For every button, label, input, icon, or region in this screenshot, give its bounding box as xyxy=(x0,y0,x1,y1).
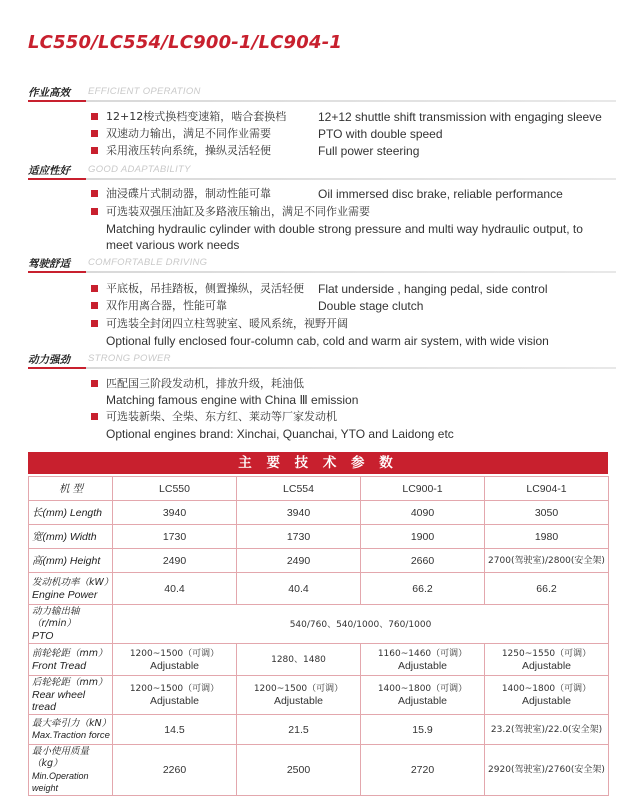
section-header-power xyxy=(28,352,616,368)
cell-text: 1400~1800（可调） xyxy=(501,684,592,694)
cell-text: Adjustable xyxy=(149,659,200,672)
row-label: 高(mm) Height xyxy=(29,549,113,573)
cell xyxy=(237,676,361,715)
bullet-square-icon xyxy=(91,113,98,120)
section-title-zh: 驾驶舒适 xyxy=(28,258,70,270)
spec-table xyxy=(28,476,609,796)
feature-zh: 匹配国三阶段发动机，排放升级，耗油低 xyxy=(106,377,304,390)
cell-text: Adjustable xyxy=(273,695,324,707)
row-label xyxy=(29,605,113,644)
table-row-width xyxy=(29,525,609,549)
cell-text: 2920(驾驶室)/2760(安全架) xyxy=(488,765,605,775)
cell: 2660 xyxy=(361,549,485,573)
cell: 66.2 xyxy=(485,573,609,605)
cell-text: 2700(驾驶室)/2800(安全架) xyxy=(488,555,605,566)
cell: 1900 xyxy=(361,525,485,549)
cell-text: Adjustable xyxy=(149,695,200,707)
cell xyxy=(113,644,237,676)
table-row-pto xyxy=(29,605,609,644)
cell xyxy=(113,676,237,715)
section-rule xyxy=(28,367,616,369)
feature-en: 12+12 shuttle shift transmission with engaging sleeve xyxy=(318,110,602,124)
bullet-square-icon xyxy=(91,413,98,420)
table-row-front-tread xyxy=(29,644,609,676)
feature-en: Double stage clutch xyxy=(318,299,424,313)
header-model: LC554 xyxy=(237,477,361,501)
table-row-height xyxy=(29,549,609,573)
table-row-weight xyxy=(29,745,609,796)
cell xyxy=(485,745,609,796)
row-label-en: Front Tread xyxy=(32,659,87,672)
section-title-en: EFFICIENT OPERATION xyxy=(88,86,201,97)
cell: 1730 xyxy=(113,525,237,549)
cell-text: Adjustable xyxy=(397,695,448,707)
cell: 14.5 xyxy=(113,715,237,745)
section-rule xyxy=(28,100,616,102)
feature-zh: 可选装全封闭四立柱驾驶室、暖风系统，视野开阔 xyxy=(106,317,348,330)
feature-zh: 采用液压转向系统，操纵灵活轻便 xyxy=(106,144,271,157)
header-label: 机 型 xyxy=(29,477,113,501)
spec-banner: 主 要 技 术 参 数 xyxy=(28,452,608,474)
cell xyxy=(237,644,361,676)
section-title-zh: 适应性好 xyxy=(28,165,70,177)
row-label: 长(mm) Length xyxy=(29,501,113,525)
section-title-zh: 作业高效 xyxy=(28,87,70,99)
cell xyxy=(485,715,609,745)
row-label-zh: 动力输出轴（r/min） xyxy=(32,606,80,629)
cell-text: 23.2(驾驶室)/22.0(安全架) xyxy=(490,724,603,735)
feature-en: Full power steering xyxy=(318,144,420,158)
bullet-square-icon xyxy=(91,130,98,137)
row-label xyxy=(29,573,113,605)
table-row-power xyxy=(29,573,609,605)
bullet-square-icon xyxy=(91,147,98,154)
cell xyxy=(361,676,485,715)
header-model: LC900-1 xyxy=(361,477,485,501)
cell: 1730 xyxy=(237,525,361,549)
cell: 3940 xyxy=(237,501,361,525)
cell: 1980 xyxy=(485,525,609,549)
feature-en-continued: meet various work needs xyxy=(106,238,240,252)
cell-text: Adjustable xyxy=(521,659,572,672)
bullet-square-icon xyxy=(91,190,98,197)
cell-text: Adjustable xyxy=(521,695,572,707)
section-rule xyxy=(28,178,616,180)
cell-text: 1160~1460（可调） xyxy=(377,648,468,659)
feature-en: Flat underside , hanging pedal, side control xyxy=(318,282,548,296)
cell xyxy=(485,549,609,573)
cell xyxy=(485,644,609,676)
feature-zh: 12+12梭式换档变速箱，啮合套换档 xyxy=(106,110,287,123)
feature-en: Optional engines brand: Xinchai, Quanchai, YTO and Laidong etc xyxy=(106,427,454,441)
feature-zh: 可选装新柴、全柴、东方红、莱动等厂家发动机 xyxy=(106,410,337,423)
row-label-en: PTO xyxy=(32,630,54,642)
feature-zh: 平底板，吊挂踏板，侧置操纵，灵活轻便 xyxy=(106,282,304,295)
section-title-zh: 动力强劲 xyxy=(28,354,70,366)
feature-en: Optional fully enclosed four-column cab, cold and warm air system, with wide vision xyxy=(106,334,549,348)
cell-text: 1200~1500（可调） xyxy=(129,684,220,694)
feature-en: PTO with double speed xyxy=(318,127,443,141)
feature-en: Matching famous engine with China Ⅲ emission xyxy=(106,393,359,407)
page-title: LC550/LC554/LC900-1/LC904-1 xyxy=(28,32,343,53)
cell-text: 1400~1800（可调） xyxy=(377,684,468,694)
cell: 2500 xyxy=(237,745,361,796)
table-row-rear-tread xyxy=(29,676,609,715)
bullet-square-icon xyxy=(91,380,98,387)
cell: 2720 xyxy=(361,745,485,796)
cell-text: 1250~1550（可调） xyxy=(501,648,592,659)
row-label-en: Engine Power xyxy=(32,588,98,601)
header-model: LC904-1 xyxy=(485,477,609,501)
section-title-en: GOOD ADAPTABILITY xyxy=(88,164,191,175)
feature-en: Oil immersed disc brake, reliable performance xyxy=(318,187,563,201)
section-header-comfort xyxy=(28,256,616,272)
header-model: LC550 xyxy=(113,477,237,501)
row-label: 宽(mm) Width xyxy=(29,525,113,549)
section-title-en: STRONG POWER xyxy=(88,353,171,364)
section-rule xyxy=(28,271,616,273)
row-label-zh: 最小使用质量（kg） xyxy=(32,746,90,769)
bullet-square-icon xyxy=(91,320,98,327)
section-title-en: COMFORTABLE DRIVING xyxy=(88,257,208,268)
feature-zh: 油浸碟片式制动器，制动性能可靠 xyxy=(106,187,271,200)
row-label-zh: 后轮轮距（mm） xyxy=(32,677,108,688)
cell: 4090 xyxy=(361,501,485,525)
cell xyxy=(485,676,609,715)
row-label-zh: 前轮轮距（mm） xyxy=(32,647,108,659)
cell-text: 540/760、540/1000、760/1000 xyxy=(289,619,432,630)
table-row-length xyxy=(29,501,609,525)
cell: 3050 xyxy=(485,501,609,525)
cell: 21.5 xyxy=(237,715,361,745)
bullet-square-icon xyxy=(91,302,98,309)
row-label xyxy=(29,715,113,745)
cell-text: 1200~1500（可调） xyxy=(129,648,220,659)
row-label xyxy=(29,644,113,676)
feature-en: Matching hydraulic cylinder with double strong pressure and multi way hydraulic output, to xyxy=(106,222,583,236)
bullet-square-icon xyxy=(91,285,98,292)
cell-text: Adjustable xyxy=(397,659,448,672)
cell-text: 1200~1500（可调） xyxy=(253,684,344,694)
bullet-square-icon xyxy=(91,208,98,215)
section-header-adaptability xyxy=(28,163,616,179)
row-label xyxy=(29,676,113,715)
cell: 15.9 xyxy=(361,715,485,745)
cell: 3940 xyxy=(113,501,237,525)
cell: 40.4 xyxy=(113,573,237,605)
table-row-traction xyxy=(29,715,609,745)
row-label-en: Max.Traction force xyxy=(32,729,110,741)
cell-text: 1280、1480 xyxy=(271,655,326,665)
feature-zh: 双作用离合器，性能可靠 xyxy=(106,299,227,312)
cell: 2490 xyxy=(237,549,361,573)
cell: 40.4 xyxy=(237,573,361,605)
feature-zh: 可选装双强压油缸及多路液压输出，满足不同作业需要 xyxy=(106,205,370,218)
feature-zh: 双速动力输出，满足不同作业需要 xyxy=(106,127,271,140)
cell: 2260 xyxy=(113,745,237,796)
cell: 2490 xyxy=(113,549,237,573)
row-label-zh: 发动机功率（kW） xyxy=(32,576,114,588)
row-label-zh: 最大牵引力（kN） xyxy=(32,717,112,729)
row-label xyxy=(29,745,113,796)
cell xyxy=(361,644,485,676)
row-label-en: Min.Operation weight xyxy=(32,771,89,793)
section-header-efficient xyxy=(28,85,616,101)
row-label-en: Rear wheel tread xyxy=(32,689,86,713)
table-header-row xyxy=(29,477,609,501)
cell: 66.2 xyxy=(361,573,485,605)
cell-merged xyxy=(113,605,609,644)
